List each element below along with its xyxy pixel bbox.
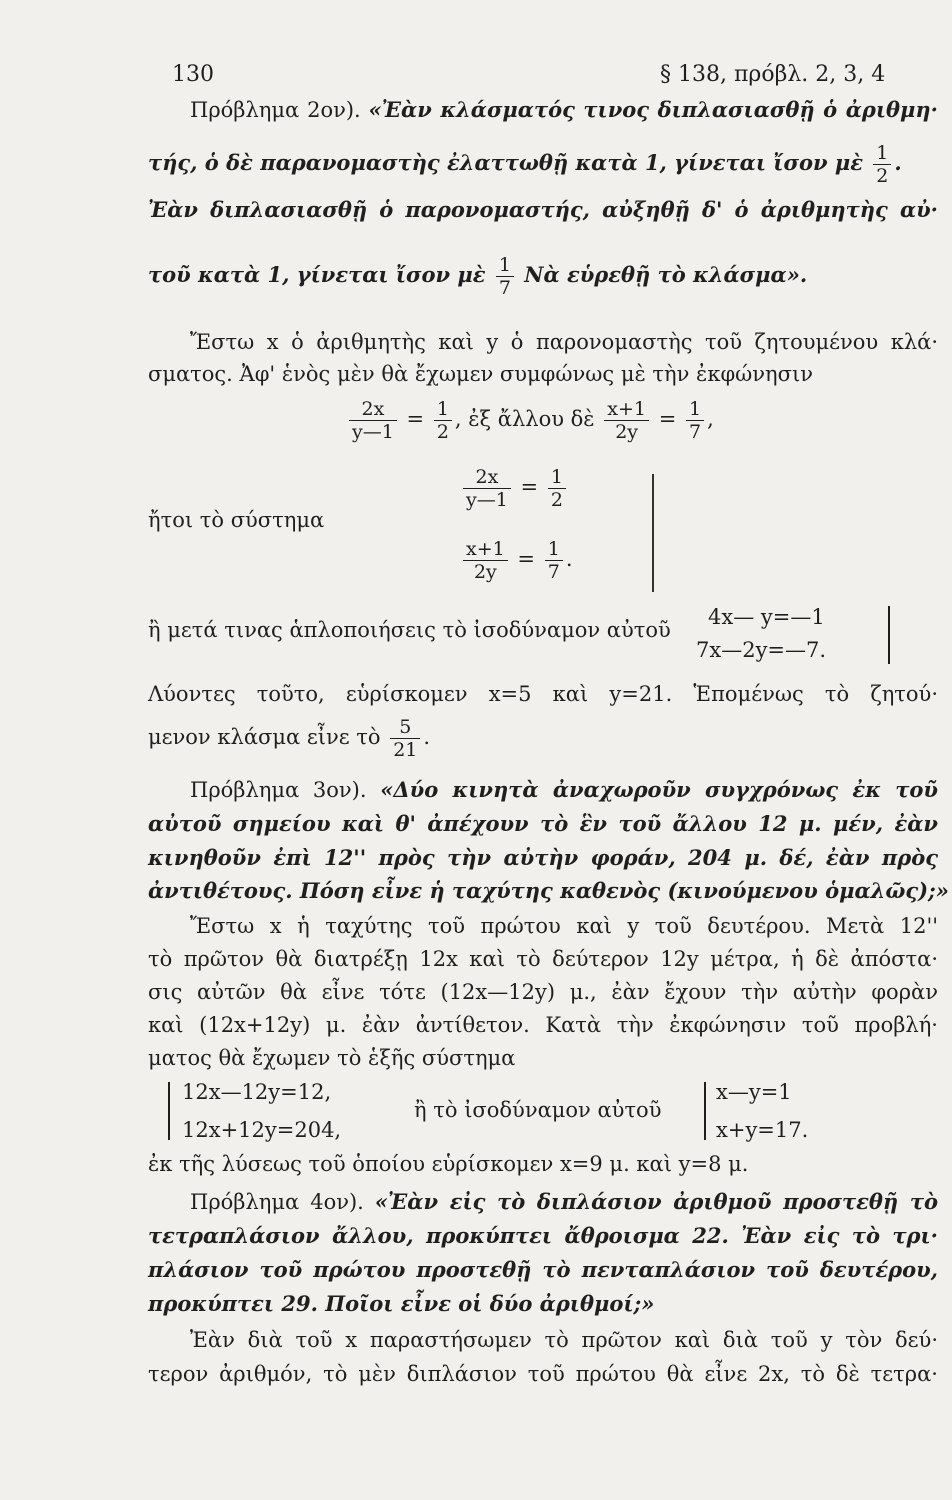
left-brace-1 bbox=[168, 1082, 176, 1140]
problem4-line1: Πρόβλημα 4ον). «Ἐὰν εἰς τὸ διπλάσιον ἀριθμοῦ προστεθῇ τὸ bbox=[190, 1189, 938, 1214]
simplified-eq1: 4x— y=—1 bbox=[708, 605, 825, 629]
problem3-solution-line1: Ἔστω x ἡ ταχύτης τοῦ πρώτου καὶ y τοῦ δευτέρου. Μετὰ 12'' bbox=[190, 914, 938, 938]
problem2-solution-line1: Ἔστω x ὁ ἀριθμητὴς καὶ y ὁ παρονομαστὴς τοῦ ζητουμένου κλά· bbox=[190, 330, 938, 354]
problem2-line1 bbox=[190, 96, 938, 124]
problem2-answer-line1: Λύοντες τοῦτο, εὑρίσκομεν x=5 καὶ y=21. Ἑπομένως τὸ ζητού· bbox=[148, 682, 938, 706]
left-brace-2 bbox=[704, 1082, 712, 1140]
simplified-label: ἢ μετά τινας ἁπλοποιήσεις τὸ ἰσοδύναμον αὐτοῦ bbox=[148, 618, 671, 642]
fraction-x1-over-2y: $\frac{x+1}{2y}$ bbox=[604, 398, 649, 443]
problem3-equiv-label: ἢ τὸ ἰσοδύναμον αὐτοῦ bbox=[414, 1098, 662, 1122]
problem3-line3: κινηθοῦν ἐπὶ 12'' πρὸς τὴν αὐτὴν φοράν, 204 μ. δέ, ἐὰν πρὸς bbox=[148, 845, 938, 870]
problem3-solution-line3: σις αὐτῶν θὰ εἶνε τότε (12x—12y) μ., ἐὰν ἔχουν τὴν αὐτὴν φορὰν bbox=[148, 980, 938, 1004]
simplified-eq2: 7x—2y=—7. bbox=[696, 638, 827, 662]
problem4-line3: πλάσιον τοῦ πρώτου προστεθῇ τὸ πενταπλάσιον τοῦ δευτέρου, bbox=[148, 1257, 938, 1282]
problem3-solution-line5: ματος θὰ ἔχωμεν τὸ ἑξῆς σύστημα bbox=[148, 1046, 516, 1070]
problem2-answer-line2: μενον κλάσμα εἶνε τὸ $\frac{5}{21}$ . bbox=[148, 716, 431, 761]
problem3-line1: Πρόβλημα 3ον). «Δύο κινητὰ ἀναχωροῦν συγχρόνως ἐκ τοῦ bbox=[190, 777, 938, 802]
problem2-label: Πρόβλημα 2ον). bbox=[190, 98, 361, 122]
system-eq2: $\frac{x+1}{2y}$ = $\frac{1}{7}$ . bbox=[460, 538, 573, 583]
problem3-result: ἐκ τῆς λύσεως τοῦ ὁποίου εὑρίσκομεν x=9 μ. καὶ y=8 μ. bbox=[148, 1152, 749, 1176]
problem3-eqv2: x+y=17. bbox=[716, 1118, 809, 1142]
fraction-2x-over-y-1: $\frac{2x}{y—1}$ bbox=[349, 398, 397, 443]
problem2-line2: τής, ὁ δὲ παρανομαστὴς ἐλαττωθῇ κατὰ 1, γίνεται ἴσον μὲ $\frac{1}{2}$ . bbox=[148, 142, 902, 187]
problem2-question: «Ἐὰν κλάσματός τινος διπλασιασθῇ ὁ ἀριθμη· bbox=[368, 97, 938, 122]
problem4-solution-line2: τερον ἀριθμόν, τὸ μὲν διπλάσιον τοῦ πρώτου θὰ εἶνε 2x, τὸ δὲ τετρα· bbox=[148, 1362, 938, 1386]
problem2-line4: τοῦ κατὰ 1, γίνεται ἴσον μὲ $\frac{1}{7}$ Νὰ εὑρεθῇ τὸ κλάσμα». bbox=[148, 254, 808, 299]
fraction-one-seventh: $\frac{1}{7}$ bbox=[496, 254, 514, 299]
page-number: 130 bbox=[172, 62, 214, 87]
equation-row1: $\frac{2x}{y—1}$ = $\frac{1}{2}$ , ἐξ ἄλλου δὲ $\frac{x+1}{2y}$ = $\frac{1}{7}$ , bbox=[346, 398, 714, 443]
fraction-one-half: $\frac{1}{2}$ bbox=[873, 142, 891, 187]
problem4-line4: προκύπτει 29. Ποῖοι εἶνε οἱ δύο ἀριθμοί;» bbox=[148, 1291, 655, 1316]
system-eq1: $\frac{2x}{y—1}$ = $\frac{1}{2}$ bbox=[460, 466, 569, 511]
problem3-sys1: 12x—12y=12, bbox=[182, 1080, 332, 1104]
problem2-solution-line2: σματος. Ἀφ' ἑνὸς μὲν θὰ ἔχωμεν συμφώνως μὲ τὴν ἐκφώνησιν bbox=[148, 362, 813, 386]
problem4-line2: τετραπλάσιον ἄλλου, προκύπτει ἄθροισμα 22. Ἐὰν εἰς τὸ τρι· bbox=[148, 1223, 938, 1248]
problem3-eqv1: x—y=1 bbox=[716, 1080, 792, 1104]
section-reference: § 138, πρόβλ. 2, 3, 4 bbox=[660, 62, 886, 87]
problem2-line3: Ἐὰν διπλασιασθῇ ὁ παρονομαστής, αὐξηθῇ δ' ὁ ἀριθμητὴς αὐ· bbox=[148, 197, 938, 222]
problem3-line2: αὐτοῦ σημείου καὶ θ' ἀπέχουν τὸ ἓν τοῦ ἄλλου 12 μ. μέν, ἐὰν bbox=[148, 811, 938, 836]
right-brace bbox=[880, 606, 890, 664]
problem3-solution-line4: καὶ (12x+12y) μ. ἐὰν ἀντίθετον. Κατὰ τὴν ἐκφώνησιν τοῦ προβλή· bbox=[148, 1013, 938, 1037]
problem4-solution-line1: Ἐὰν διὰ τοῦ x παραστήσωμεν τὸ πρῶτον καὶ διὰ τοῦ y τὸν δεύ· bbox=[190, 1328, 938, 1352]
problem3-sys2: 12x+12y=204, bbox=[182, 1118, 342, 1142]
system-label: ἤτοι τὸ σύστημα bbox=[148, 508, 325, 532]
problem3-line4: ἀντιθέτους. Πόση εἶνε ἡ ταχύτης καθενὸς (κινούμενου ὁμαλῶς);» bbox=[148, 878, 949, 903]
system-bar bbox=[652, 474, 654, 592]
fraction-answer: $\frac{5}{21}$ bbox=[390, 716, 420, 761]
problem3-solution-line2: τὸ πρῶτον θὰ διατρέξῃ 12x καὶ τὸ δεύτερον 12y μέτρα, ἡ δὲ ἀπόστα· bbox=[148, 947, 938, 971]
